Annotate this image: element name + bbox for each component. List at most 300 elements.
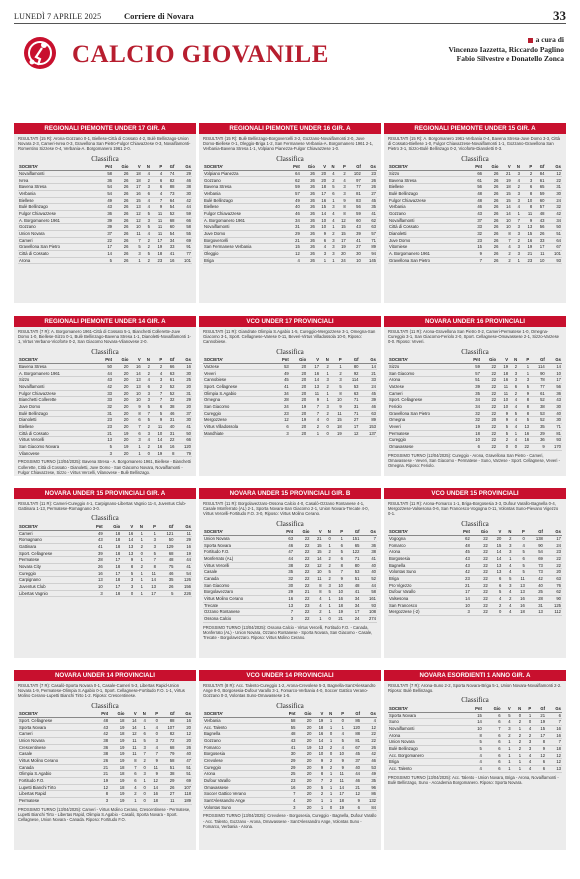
stat-cell: 38 xyxy=(93,737,109,744)
stat-cell: 26 xyxy=(533,230,545,237)
team-name: Libertas Vagnio xyxy=(18,590,87,597)
team-name: San Giacomo Novara xyxy=(18,444,97,451)
standings-table xyxy=(388,164,562,265)
stat-cell: 14 xyxy=(144,577,157,584)
stat-cell: 26 xyxy=(362,177,377,184)
table-row xyxy=(18,257,192,264)
col-header: Gf xyxy=(343,357,360,364)
stat-cell: 19 xyxy=(109,798,125,805)
stat-cell: 61 xyxy=(467,177,483,184)
team-name: San Giacomo xyxy=(203,403,273,410)
stat-cell: 3 xyxy=(144,543,157,550)
stat-cell: 22 xyxy=(471,589,489,596)
stat-cell: 32 xyxy=(465,417,481,424)
stat-cell: 9 xyxy=(147,757,159,764)
stat-cell: 51 xyxy=(344,575,360,582)
stat-cell: 129 xyxy=(157,543,175,550)
stat-cell: 0 xyxy=(512,712,523,719)
stat-cell: 2 xyxy=(142,423,151,430)
results-text: RISULTATI (7 R): A. Borgomanero 1961-Città di Cossato 5-1, Bianchetti Collerette-Juve Domo 1-0, Biellese-Sizzo 0-1, Bulè Bellinzago-Bavena Stresa 1-1, Dianoletti-Novaiflamonti 1-1, Virtus Verbano-Vicoforte 0-2, San Giacomo Novara-Vilanovese 2-0. xyxy=(18,329,191,345)
stat-cell: 1 xyxy=(324,724,333,731)
stat-cell: 6 xyxy=(509,383,518,390)
stat-cell: 2 xyxy=(512,732,523,739)
col-header: Gio xyxy=(113,357,129,364)
stat-cell: 14 xyxy=(499,210,511,217)
stat-cell: 5 xyxy=(518,417,530,424)
stat-cell: 18 xyxy=(332,602,344,609)
stat-cell: 10 xyxy=(465,725,483,732)
team-name: Città di Cossato xyxy=(388,224,467,231)
table-row xyxy=(203,244,377,251)
stat-cell: 10 xyxy=(347,257,362,264)
panel-title: REGIONALI PIEMONTE UNDER 14 GIR. A xyxy=(14,316,196,327)
table-row xyxy=(203,602,377,609)
stat-cell: 49 xyxy=(97,197,113,204)
stat-cell: 16 xyxy=(163,444,175,451)
stat-cell: 1 xyxy=(518,363,530,370)
stat-cell: 50 xyxy=(97,363,113,370)
stat-cell: 14 xyxy=(310,555,322,562)
stat-cell: 48 xyxy=(344,582,360,589)
table-row xyxy=(388,430,562,437)
stat-cell: 12 xyxy=(546,759,562,766)
table-row xyxy=(18,190,192,197)
stat-cell: 1 xyxy=(320,390,330,397)
team-name: Sporta Novara xyxy=(18,724,93,731)
stat-cell: 39 xyxy=(97,224,113,231)
table-row xyxy=(203,410,377,417)
stat-cell: 13 xyxy=(278,602,294,609)
stat-cell: 4 xyxy=(333,731,345,738)
stat-cell: 26 xyxy=(483,217,499,224)
stat-cell: 23 xyxy=(544,549,562,556)
stat-cell: 20 xyxy=(290,390,307,397)
table-row xyxy=(388,210,562,217)
stat-cell: 1 xyxy=(323,595,332,602)
stat-cell: 11 xyxy=(151,210,163,217)
table-row xyxy=(18,204,192,211)
stat-cell: 31 xyxy=(526,602,544,609)
stat-cell: 114 xyxy=(343,377,360,384)
col-header: SOCIETA' xyxy=(388,705,465,712)
stat-cell: 6 xyxy=(465,444,481,451)
stat-cell: 40 xyxy=(360,562,377,569)
table-row xyxy=(388,575,562,582)
standings-panel xyxy=(199,316,381,476)
stat-cell: 41 xyxy=(273,383,290,390)
stat-cell: 22 xyxy=(471,542,489,549)
stat-cell: 4 xyxy=(151,370,163,377)
stat-cell: 1 xyxy=(327,224,335,231)
stat-cell: 126 xyxy=(174,577,192,584)
stat-cell: 60 xyxy=(347,217,362,224)
stat-cell: 1 xyxy=(502,752,512,759)
stat-cell: 102 xyxy=(347,170,362,177)
credit-names-1: Vincenzo Iazzetta, Riccardo Paglino xyxy=(448,44,564,54)
stat-cell: 16 xyxy=(163,257,175,264)
team-name: Cureggio xyxy=(203,410,273,417)
stat-cell: 120 xyxy=(345,724,361,731)
stat-cell: 2 xyxy=(327,230,335,237)
team-name: Bavena Stresa xyxy=(18,363,97,370)
col-header: Gs xyxy=(362,164,377,171)
stat-cell: 1 xyxy=(320,397,330,404)
stat-cell: 26 xyxy=(361,744,377,751)
col-header: SOCIETA' xyxy=(203,711,281,718)
stat-cell: 21 xyxy=(453,582,471,589)
stat-cell: 20 xyxy=(296,791,312,798)
stat-cell: 43 xyxy=(546,397,562,404)
col-header: N xyxy=(509,357,518,364)
table-row xyxy=(18,537,192,544)
stat-cell: 9 xyxy=(497,410,509,417)
results-text: RISULTATI (11 R): Giandrate Olimpia S.Agabio 1-5, Cureggio-Mergozzese 3-1, Omegna-San Giacomo 3-1, Sport. Cellagnese-Varese 0-11, Beveri-Virtus Villadossola 10-0, Riposo: Cannobiese. xyxy=(203,329,376,345)
stat-cell: 15 xyxy=(465,712,483,719)
stat-cell: 8 xyxy=(121,564,134,571)
stat-cell: 5 xyxy=(512,549,525,556)
col-header: SOCIETA' xyxy=(203,529,278,536)
stat-cell: 11 xyxy=(497,383,509,390)
stat-cell: 6 xyxy=(532,759,546,766)
col-header: N xyxy=(512,705,523,712)
col-header: V xyxy=(502,705,512,712)
col-header: Gio xyxy=(301,164,316,171)
stat-cell: 6 xyxy=(345,804,361,811)
stat-cell: 4 xyxy=(138,717,147,724)
team-name: Sizzo xyxy=(18,377,97,384)
table-row xyxy=(18,244,192,251)
stat-cell: 16 xyxy=(512,602,525,609)
stat-cell: 0 xyxy=(134,550,144,557)
stat-cell: 18 xyxy=(129,177,141,184)
stat-cell: 156 xyxy=(174,584,192,591)
stat-cell: 20 xyxy=(481,417,497,424)
stat-cell: 19 xyxy=(312,717,324,724)
stat-cell: 4 xyxy=(333,744,345,751)
stat-cell: 53 xyxy=(343,383,360,390)
stat-cell: 1 xyxy=(134,557,144,564)
stat-cell: 57 xyxy=(465,370,481,377)
stat-cell: 28 xyxy=(87,557,104,564)
table-row xyxy=(203,784,377,791)
stat-cell: 4 xyxy=(502,719,512,726)
team-name: Bagnella xyxy=(388,562,453,569)
stat-cell: 11 xyxy=(307,390,320,397)
team-name: Union Novara xyxy=(18,230,97,237)
team-name: Sizzo xyxy=(388,363,465,370)
stat-cell: 6 xyxy=(151,177,163,184)
col-header: Gs xyxy=(545,164,562,171)
stat-cell: 26 xyxy=(301,244,316,251)
stat-cell: 3 xyxy=(512,170,521,177)
stat-cell: 33 xyxy=(467,224,483,231)
stat-cell: 3 xyxy=(97,450,113,457)
stat-cell: 20 xyxy=(113,423,129,430)
team-name: Juve Domo xyxy=(18,403,97,410)
stat-cell: 4 xyxy=(142,437,151,444)
stat-cell: 5 xyxy=(142,403,151,410)
stat-cell: 93 xyxy=(360,602,377,609)
stat-cell: 6 xyxy=(483,719,502,726)
stat-cell: 9 xyxy=(332,575,344,582)
stat-cell: 5 xyxy=(151,410,163,417)
stat-cell: 73 xyxy=(526,569,544,576)
team-name: Cureggio xyxy=(18,570,87,577)
stat-cell: 15 xyxy=(330,417,343,424)
stat-cell: 22 xyxy=(471,555,489,562)
stat-cell: 18 xyxy=(546,746,562,753)
stat-cell: 6 xyxy=(125,777,137,784)
stat-cell: 19 xyxy=(109,737,125,744)
team-name: Virtus Villadossola xyxy=(203,423,273,430)
stat-cell: 3 xyxy=(142,430,151,437)
team-name: Borgosesia xyxy=(203,751,281,758)
stat-cell: 37 xyxy=(345,757,361,764)
stat-cell: 21 xyxy=(97,430,113,437)
stat-cell: 26 xyxy=(113,177,129,184)
team-name: Biellese xyxy=(18,423,97,430)
stat-cell: 3 xyxy=(138,744,147,751)
stat-cell: 4 xyxy=(522,752,532,759)
stat-cell: 9 xyxy=(312,764,324,771)
stat-cell: 22 xyxy=(294,562,310,569)
table-row xyxy=(388,177,562,184)
stat-cell: 1 xyxy=(312,798,324,805)
stat-cell: 20 xyxy=(290,430,307,437)
table-row xyxy=(203,771,377,778)
stat-cell: 1 xyxy=(129,257,141,264)
stat-cell: 0 xyxy=(509,444,518,451)
classifica-heading: Classifica xyxy=(461,154,489,163)
team-name: Cameri xyxy=(388,390,465,397)
stat-cell: 14 xyxy=(489,549,502,556)
stat-cell: 48 xyxy=(93,717,109,724)
classifica-heading: Classifica xyxy=(276,154,304,163)
stat-cell: 32 xyxy=(545,204,562,211)
panel-title: NOVARA UNDER 16 PROVINCIALI xyxy=(384,316,566,327)
stat-cell: 5 xyxy=(333,737,345,744)
team-name: Feriolo xyxy=(388,403,465,410)
stat-cell: 80 xyxy=(343,363,360,370)
stat-cell: 32 xyxy=(163,397,175,404)
panel-title: NOVARA ESORDIENTI 1 ANNO GIR. A xyxy=(384,670,566,681)
stat-cell: 44 xyxy=(174,557,192,564)
classifica-heading: Classifica xyxy=(461,347,489,356)
team-name: Gravellona San Pietro xyxy=(18,244,97,251)
stat-cell: 5 xyxy=(327,184,335,191)
stat-cell: 65 xyxy=(533,184,545,191)
stat-cell: 26 xyxy=(362,184,377,191)
classifica-heading: Classifica xyxy=(276,519,304,528)
col-header: P xyxy=(522,705,532,712)
stat-cell: 10 xyxy=(129,224,141,231)
table-row xyxy=(18,557,192,564)
stat-cell: 3 xyxy=(512,251,521,258)
stat-cell: 41 xyxy=(347,237,362,244)
stat-cell: 9 xyxy=(307,397,320,404)
stat-cell: 26 xyxy=(483,184,499,191)
stat-cell: 5 xyxy=(142,224,151,231)
stat-cell: 3 xyxy=(281,804,297,811)
classifica-heading: Classifica xyxy=(461,519,489,528)
stat-cell: 45 xyxy=(273,377,290,384)
stat-cell: 1 xyxy=(320,370,330,377)
stat-cell: 22 xyxy=(545,177,562,184)
team-name: San Giacomo xyxy=(388,370,465,377)
stat-cell: 11 xyxy=(533,251,545,258)
table-row xyxy=(18,757,192,764)
stat-cell: 3 xyxy=(522,746,532,753)
stat-cell: 16 xyxy=(129,363,141,370)
stat-cell: 1 xyxy=(129,450,141,457)
stat-cell: 2 xyxy=(323,562,332,569)
stat-cell: 12 xyxy=(129,217,141,224)
stat-cell: 51 xyxy=(159,764,175,771)
stat-cell: 27 xyxy=(362,190,377,197)
stat-cell: 8 xyxy=(499,230,511,237)
stat-cell: 5 xyxy=(332,549,344,556)
table-row xyxy=(388,224,562,231)
stat-cell: 9 xyxy=(330,403,343,410)
stat-cell: 52 xyxy=(360,575,377,582)
stat-cell: 0 xyxy=(489,609,502,616)
stat-cell: 20 xyxy=(113,363,129,370)
stat-cell: 26 xyxy=(483,257,499,264)
stat-cell: 7 xyxy=(142,410,151,417)
col-header: Gs xyxy=(175,164,192,171)
stat-cell: 121 xyxy=(157,530,175,537)
stat-cell: 6 xyxy=(332,542,344,549)
stat-cell: 20 xyxy=(296,804,312,811)
table-row xyxy=(18,570,192,577)
stat-cell: 18 xyxy=(129,170,141,177)
table-row xyxy=(18,777,192,784)
stat-cell: 13 xyxy=(512,589,525,596)
standings-panel xyxy=(199,123,381,303)
stat-cell: 8 xyxy=(518,397,530,404)
team-name: Fulgor Chiavazzese xyxy=(18,390,97,397)
stat-cell: 6 xyxy=(151,403,163,410)
stat-cell: 18 xyxy=(109,784,125,791)
stat-cell: 44 xyxy=(175,204,192,211)
panel-title: REGIONALI PIEMONTE UNDER 16 GIR. A xyxy=(199,123,381,134)
stat-cell: 91 xyxy=(175,244,192,251)
table-row xyxy=(203,237,377,244)
stat-cell: 26 xyxy=(483,210,499,217)
stat-cell: 0 xyxy=(324,751,333,758)
stat-cell: 41 xyxy=(362,210,377,217)
stat-cell: 10 xyxy=(129,390,141,397)
stat-cell: 30 xyxy=(175,417,192,424)
stat-cell: 17 xyxy=(532,732,546,739)
team-name: Bavena Stresa xyxy=(18,184,97,191)
stat-cell: 16 xyxy=(312,731,324,738)
team-name: Borgosesia xyxy=(388,555,453,562)
stat-cell: 0 xyxy=(138,798,147,805)
stat-cell: 22 xyxy=(361,737,377,744)
stat-cell: 6 xyxy=(512,555,525,562)
stat-cell: 4 xyxy=(465,752,483,759)
stat-cell: 3 xyxy=(121,577,134,584)
panel-title: VCO UNDER 17 PROVINCIALI xyxy=(199,316,381,327)
stat-cell: 125 xyxy=(544,602,562,609)
stat-cell: 4 xyxy=(142,204,151,211)
results-text: RISULTATI (15 R): A. Borgomanero 1961-Verbania 0-4, Bavena Stresa-Juve Domo 3-3, Città di Cossato-Biellese 1-0, Fulgor Chiavazzese-Novaiflamonti 1-1, Gozzano-Gravellona San Pietro 3-1, Sizzo-Bulè Bellinzago 0-2, Vicoforte-Dianoletti 0-3. xyxy=(388,136,560,152)
stat-cell: 8 xyxy=(330,390,343,397)
stat-cell: 8 xyxy=(518,410,530,417)
stat-cell: 26 xyxy=(113,224,129,231)
stat-cell: 36 xyxy=(360,542,377,549)
table-row xyxy=(18,437,192,444)
col-header: V xyxy=(125,711,137,718)
stat-cell: 17 xyxy=(336,237,347,244)
stat-cell: 4 xyxy=(310,602,322,609)
stat-cell: 77 xyxy=(530,383,546,390)
stat-cell: 16 xyxy=(518,437,530,444)
stat-cell: 12 xyxy=(361,724,377,731)
stat-cell: 6 xyxy=(546,712,562,719)
stat-cell: 88 xyxy=(345,731,361,738)
stat-cell: 79 xyxy=(159,751,175,758)
table-row xyxy=(203,397,377,404)
table-row xyxy=(388,251,562,258)
stat-cell: 22 xyxy=(97,237,113,244)
team-name: Gattinara xyxy=(18,543,87,550)
stat-cell: 4 xyxy=(522,725,532,732)
bullet-icon xyxy=(528,38,533,43)
stat-cell: 35 xyxy=(530,423,546,430)
col-header: Gio xyxy=(481,357,497,364)
standings-panel xyxy=(384,123,566,303)
stat-cell: 22 xyxy=(294,609,310,616)
stat-cell: 1 xyxy=(330,363,343,370)
stat-cell: 69 xyxy=(526,555,544,562)
stat-cell: 1 xyxy=(502,555,512,562)
team-name: Sizzo xyxy=(388,170,467,177)
stat-cell: 16 xyxy=(332,595,344,602)
stat-cell: 1 xyxy=(134,584,144,591)
team-name: Oleggio xyxy=(203,251,286,258)
stat-cell: 31 xyxy=(545,184,562,191)
stat-cell: 4 xyxy=(502,602,512,609)
stat-cell: 22 xyxy=(471,582,489,589)
team-name: Sport. Cellagnese xyxy=(203,383,273,390)
col-header: Gio xyxy=(483,705,502,712)
stat-cell: 3 xyxy=(512,190,521,197)
stat-cell: 55 xyxy=(175,230,192,237)
stat-cell: 2 xyxy=(324,777,333,784)
stat-cell: 41 xyxy=(281,744,297,751)
stat-cell: 11 xyxy=(159,798,175,805)
stat-cell: 84 xyxy=(533,170,545,177)
stat-cell: 11 xyxy=(174,530,192,537)
col-header: Gs xyxy=(174,523,192,530)
stat-cell: 19 xyxy=(290,403,307,410)
standings-panel xyxy=(384,670,566,850)
classifica-heading: Classifica xyxy=(91,154,119,163)
table-row xyxy=(203,251,377,258)
stat-cell: 42 xyxy=(545,210,562,217)
stat-cell: 22 xyxy=(481,444,497,451)
stat-cell: 15 xyxy=(316,204,327,211)
table-row xyxy=(18,744,192,751)
table-row xyxy=(388,397,562,404)
stat-cell: 52 xyxy=(163,390,175,397)
stat-cell: 22 xyxy=(481,437,497,444)
stat-cell: 20 xyxy=(296,751,312,758)
team-name: Gravellona San Pietro xyxy=(388,410,465,417)
stat-cell: 20 xyxy=(296,764,312,771)
